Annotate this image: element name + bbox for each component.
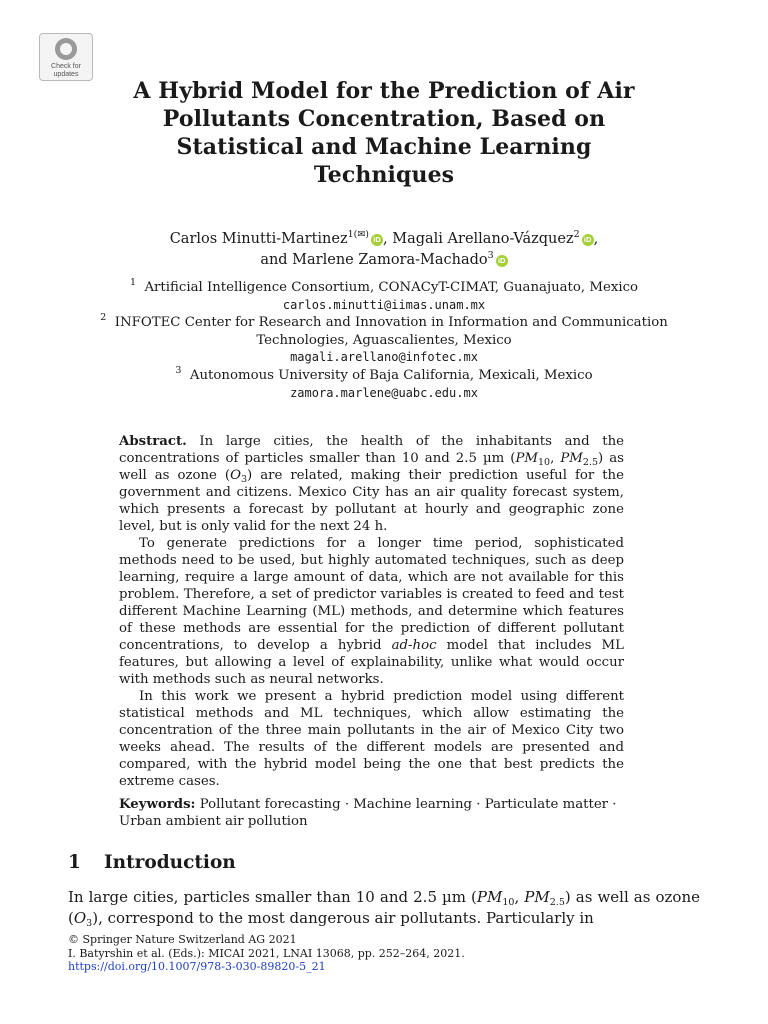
section-title: Introduction — [104, 852, 236, 873]
title-line: Pollutants Concentration, Based on — [162, 106, 606, 132]
orcid-icon[interactable]: iD — [496, 255, 508, 267]
abstract-paragraph: In this work we present a hybrid prediction model using different statistical methods and ML techniques, which allow estimating the concentration of the three main pollutants in the air of Mexico City two weeks ahead. The results of the different models are presented and compared, with the hybrid model being the one that best predicts the extreme cases. — [119, 689, 624, 789]
title-line: Techniques — [313, 162, 455, 188]
email-link[interactable]: zamora.marlene@uabc.edu.mx — [290, 385, 478, 400]
author-affiliation-mark: 2 — [573, 229, 580, 240]
author-name: and Marlene Zamora-Machado — [260, 252, 488, 268]
affiliation-2: $^2$ INFOTEC Center for Research and Innovation in Information and Communication — [100, 312, 668, 331]
author-affiliation-mark: 3 — [487, 250, 494, 261]
intro-paragraph: In large cities, particles smaller than 10 and 2.5 µm ($PM_{10}$, $PM_{2.5}$) as well as ozone $(O_3)$, correspond to the most dangerous air pollutants. Particularly in — [68, 888, 700, 929]
affiliation-1: $^1$ Artificial Intelligence Consortium, CONACyT-CIMAT, Guanajuato, Mexico — [129, 277, 639, 295]
abstract-label: Abstract. — [119, 434, 187, 449]
check-for-updates-badge[interactable] — [39, 33, 93, 81]
title-line: Statistical and Machine Learning — [176, 134, 592, 160]
keywords-text: Pollutant forecasting · Machine learning · Particulate matter · Urban ambient air pollution — [119, 797, 617, 829]
copyright-line: © Springer Nature Switzerland AG 2021 — [68, 933, 297, 946]
title-line: A Hybrid Model for the Prediction of Air — [133, 78, 635, 104]
author-name: Carlos Minutti-Martinez — [169, 231, 348, 247]
copyright-footer — [68, 933, 465, 974]
keywords-label: Keywords: — [119, 797, 196, 812]
citation-line: I. Batyrshin et al. (Eds.): MICAI 2021, LNAI 13068, pp. 252–264, 2021. — [68, 946, 465, 960]
author-list — [60, 229, 708, 271]
affiliation-3: $^3$ Autonomous University of Baja California, Mexicali, Mexico — [175, 364, 593, 383]
paper-title — [60, 77, 708, 189]
author-affiliation-mark: 1(✉) — [347, 229, 370, 240]
badge-label: Check for updates — [51, 63, 81, 78]
doi-link[interactable]: https://doi.org/10.1007/978-3-030-89820-5_21 — [68, 960, 326, 973]
email-link[interactable]: magali.arellano@infotec.mx — [290, 350, 478, 365]
author-name: , Magali Arellano-Vázquez — [383, 231, 574, 247]
affiliation-2-continued: Technologies, Aguascalientes, Mexico — [256, 332, 512, 348]
abstract-paragraph: Abstract. In large cities, the health of the inhabitants and the concentrations of particles smaller than 10 and 2.5 µm ($PM_{10}$, $PM_{2.5}$) as well as ozone $(O_3)$ are related, making their prediction useful for the government and citizens. Mexico City has an air quality forecast system, which presents a forecast by pollutant at hourly and geographic zone level, but is only valid for the next 24 h. — [119, 434, 625, 534]
abstract-paragraph: To generate predictions for a longer time period, sophisticated methods need to be used, but highly automated techniques, such as deep learning, require a large amount of data, which are not available for this problem. Therefore, a set of predictor variables is created to feed and test different Machine Learning (ML) methods, and determine which features of these methods are essential for the prediction of different pollutant concentrations, to develop a hybrid ad-hoc model that includes ML features, but allowing a level of explainability, unlike what would occur with methods such as neural networks. — [119, 536, 624, 687]
orcid-icon[interactable]: iD — [371, 234, 383, 246]
affiliations — [60, 279, 708, 402]
section-heading — [68, 852, 236, 873]
keywords — [119, 796, 624, 830]
section-number: 1 — [68, 852, 81, 873]
email-link[interactable]: carlos.minutti@iimas.unam.mx — [282, 297, 486, 312]
orcid-icon[interactable]: iD — [582, 234, 594, 246]
author-separator: , — [593, 231, 599, 247]
abstract — [119, 433, 624, 790]
update-badge-icon — [55, 38, 77, 60]
